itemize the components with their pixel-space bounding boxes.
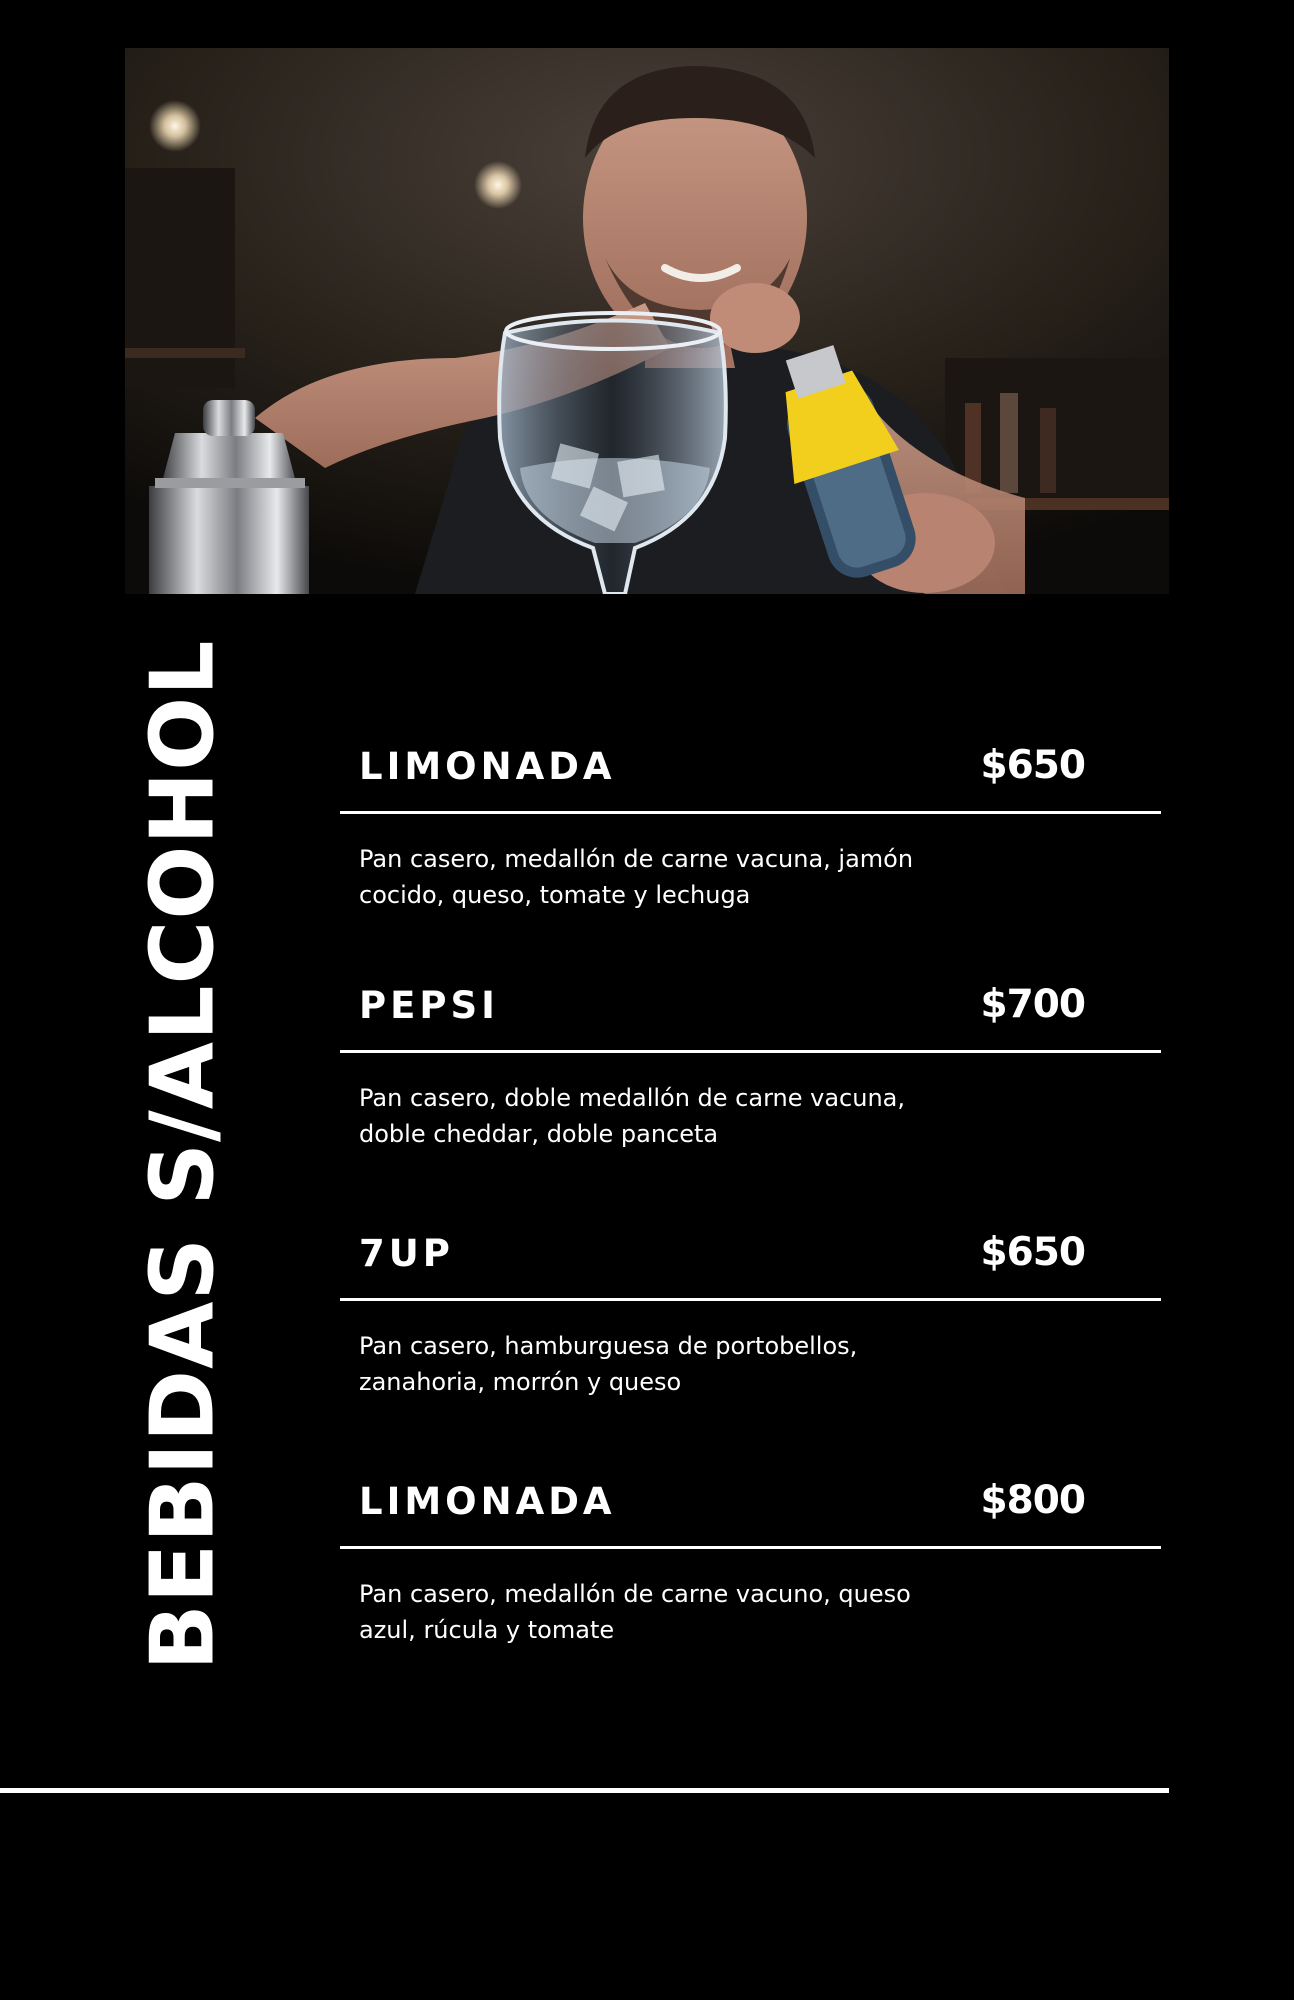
section-title-text: BEBIDAS S/ALCOHOL [131, 639, 234, 1671]
menu-item-divider [340, 811, 1161, 814]
menu-item-header [340, 970, 1161, 1048]
menu-item-header [340, 1466, 1161, 1544]
menu-item-description: Pan casero, medallón de carne vacuno, queso azul, rúcula y tomate [359, 1580, 911, 1644]
menu-item [340, 1218, 1161, 1396]
menu-item [340, 970, 1161, 1148]
menu-item-price: $800 [980, 1478, 1085, 1523]
bartender-photo [125, 48, 1169, 594]
menu-item [340, 1466, 1161, 1644]
bottom-divider [0, 1788, 1169, 1793]
menu-item-name: 7UP [359, 1232, 454, 1275]
menu-item-price: $650 [980, 1230, 1085, 1275]
menu-item-header [340, 731, 1161, 809]
menu-item-name: LIMONADA [359, 1480, 616, 1523]
menu-item-description: Pan casero, doble medallón de carne vacuna, doble cheddar, doble panceta [359, 1084, 905, 1148]
menu-item-divider [340, 1298, 1161, 1301]
menu-item-name: LIMONADA [359, 745, 616, 788]
menu-item-price: $700 [980, 982, 1085, 1027]
menu-item-description: Pan casero, hamburguesa de portobellos, zanahoria, morrón y queso [359, 1332, 858, 1396]
menu-item-divider [340, 1050, 1161, 1053]
menu-item-header [340, 1218, 1161, 1296]
menu-item-description: Pan casero, medallón de carne vacuna, jamón cocido, queso, tomate y lechuga [359, 845, 914, 909]
menu-item-name: PEPSI [359, 984, 499, 1027]
section-title [131, 639, 234, 1671]
menu-item [340, 731, 1161, 909]
menu-item-divider [340, 1546, 1161, 1549]
menu-item-price: $650 [980, 743, 1085, 788]
